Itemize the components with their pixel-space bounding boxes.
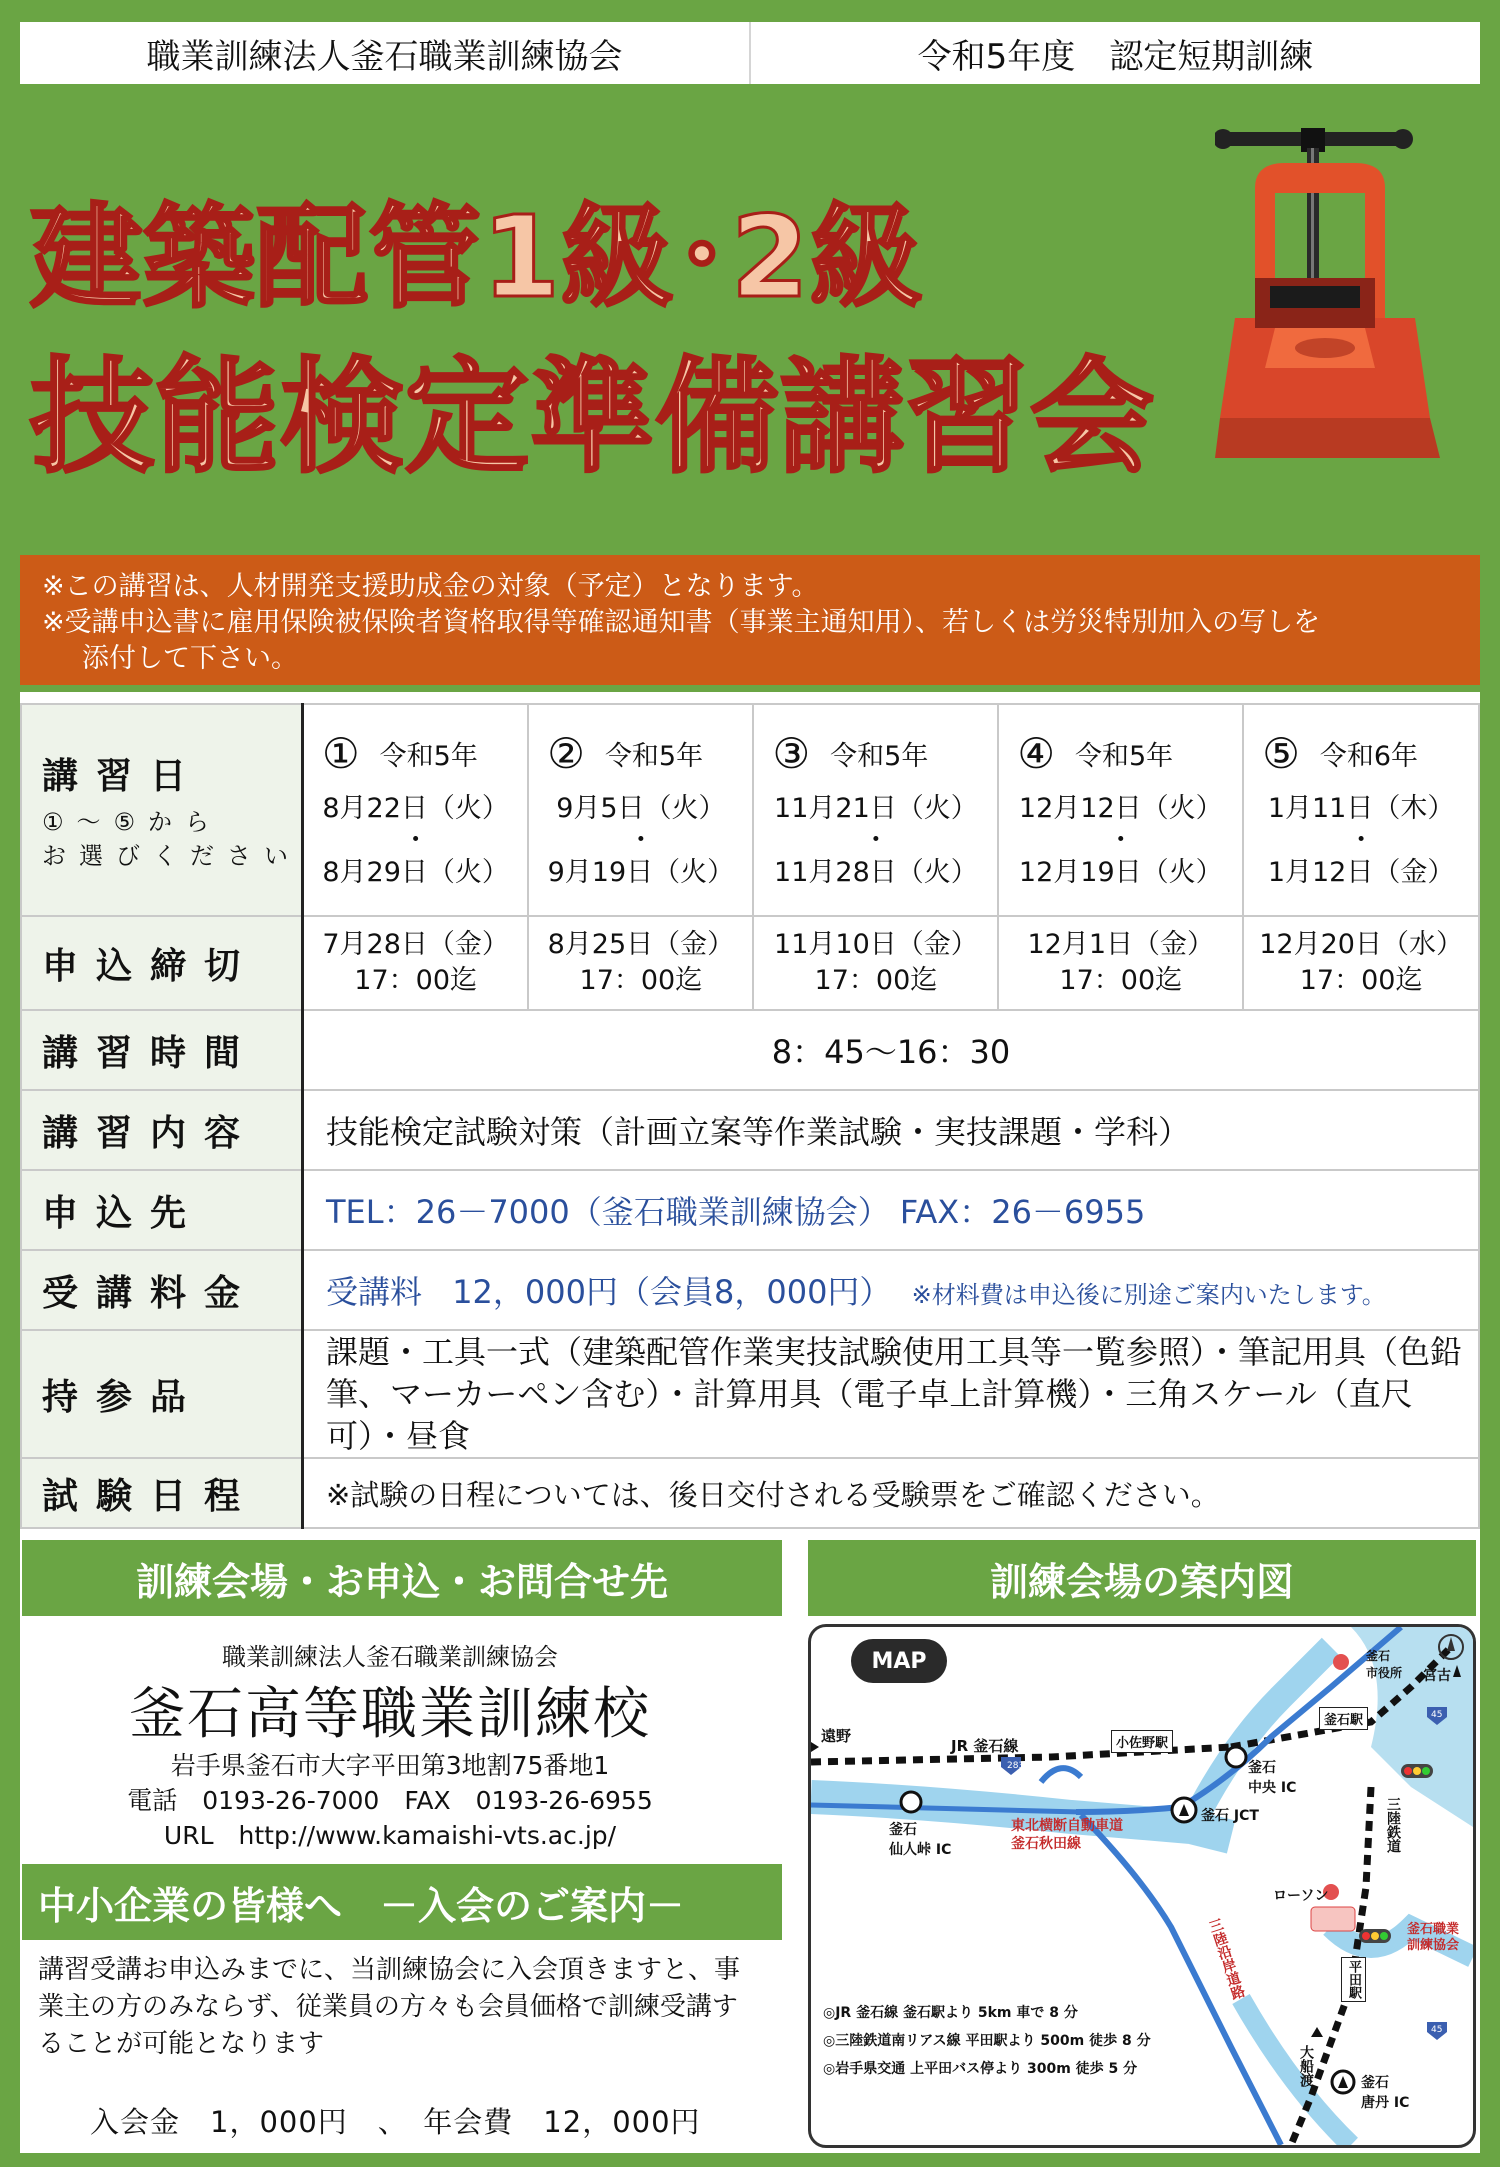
map-label-jr-line: JR 釜石線 [951, 1737, 1019, 1755]
table-row-schedule [21, 704, 1479, 916]
session-start: 12月12日（火） [1018, 792, 1223, 824]
session-end: 8月29日（火） [322, 856, 509, 888]
deadline-4 [998, 916, 1243, 1010]
deadline-date: 11月10日（金） [774, 929, 978, 960]
venue-url[interactable]: URL http://www.kamaishi-vts.ac.jp/ [163, 1821, 617, 1850]
deadline-2 [528, 916, 753, 1010]
time-label: 講習時間 [21, 1010, 303, 1090]
map-label-sanriku: 三陸鉄道 [1385, 1797, 1401, 1853]
session-separator: ・ [402, 824, 430, 856]
exam-value: ※試験の日程については、後日交付される受験票をご確認ください。 [303, 1458, 1480, 1528]
fee-cell [303, 1250, 1480, 1330]
venue-school: 釜石高等職業訓練校 [129, 1682, 651, 1747]
apply-value: TEL：26－7000（釜石職業訓練協会） FAX：26－6955 [303, 1170, 1480, 1250]
session-number: ⑤ [1262, 728, 1300, 778]
session-separator: ・ [1347, 824, 1375, 856]
deadline-date: 8月25日（金） [547, 929, 735, 960]
course-details-table [20, 703, 1480, 1529]
program-type: 令和5年度 認定短期訓練 [917, 36, 1314, 77]
access-map [808, 1624, 1476, 2148]
items-value: 課題・工具一式（建築配管作業実技試験使用工具等一覧参照）・筆記用具（色鉛筆、マーカーペン含む）・計算用具（電子卓上計算機）・三角スケール（直尺可）・昼食 [303, 1330, 1480, 1458]
session-end: 11月28日（火） [774, 856, 978, 888]
session-separator: ・ [862, 824, 890, 856]
table-row-items [21, 1330, 1479, 1458]
notice-line-2: ※受講申込書に雇用保険被保険者資格取得等確認通知書（事業主通知用）、若しくは労災特別加入の写しを [42, 607, 1321, 638]
session-end: 12月19日（火） [1018, 856, 1223, 888]
items-label: 持参品 [21, 1330, 303, 1458]
session-year: 令和5年 [379, 740, 478, 772]
session-start: 1月11日（木） [1267, 792, 1455, 824]
session-start: 8月22日（火） [322, 792, 509, 824]
pipe-vise-image [1215, 118, 1500, 478]
content-value: 技能検定試験対策（計画立案等作業試験・実技課題・学科） [303, 1090, 1480, 1170]
deadline-time: 17：00迄 [1059, 965, 1183, 996]
map-label-miyako: 宮古 [1423, 1668, 1451, 1684]
map-label-kosano: 小佐野駅 [1111, 1730, 1173, 1753]
schedule-label-cell [21, 704, 303, 916]
access-item: ◎JR 釜石線 釜石駅より 5km 車で 8 分 [823, 2005, 1078, 2021]
table-row-time [21, 1010, 1479, 1090]
session-year: 令和6年 [1319, 740, 1419, 772]
time-value: 8：45～16：30 [303, 1010, 1480, 1090]
deadline-time: 17：00迄 [354, 965, 477, 996]
exam-label: 試験日程 [21, 1458, 303, 1528]
session-number: ① [322, 728, 360, 778]
content-label: 講習内容 [21, 1090, 303, 1170]
access-item: ◎岩手県交通 上平田バス停より 300m 徒歩 5 分 [823, 2061, 1138, 2077]
table-row-fee [21, 1250, 1479, 1330]
deadline-time: 17：00迄 [579, 965, 703, 996]
map-label-lawson: ローソン [1273, 1888, 1329, 1904]
map-label-sanriku-expressway: 三陸沿岸道路 [1205, 1916, 1247, 2002]
session-year: 令和5年 [830, 740, 929, 772]
deadline-date: 7月28日（金） [322, 929, 509, 960]
venue-org: 職業訓練法人釜石職業訓練協会 [222, 1643, 558, 1671]
session-4 [998, 704, 1243, 916]
deadline-date: 12月20日（水） [1259, 929, 1463, 960]
apply-label: 申込先 [21, 1170, 303, 1250]
right-border [1480, 692, 1500, 2167]
header-bar [20, 22, 1480, 84]
map-badge: MAP [851, 1639, 947, 1683]
membership-heading: 中小企業の皆様へ －入会のご案内－ [22, 1864, 782, 1940]
deadline-3 [753, 916, 998, 1010]
venue-heading: 訓練会場・お申込・お問合せ先 [22, 1540, 782, 1616]
title-line-1: 建築配管1級･2級 [30, 193, 923, 323]
session-number: ③ [772, 728, 811, 778]
session-2 [528, 704, 753, 916]
session-separator: ・ [1107, 824, 1135, 856]
map-heading: 訓練会場の案内図 [808, 1540, 1476, 1616]
session-number: ④ [1017, 728, 1055, 778]
schedule-sublabel-2: お選びください [42, 841, 301, 870]
session-year: 令和5年 [604, 740, 704, 772]
map-label-ofunato: 大船渡 [1298, 2045, 1314, 2087]
deadline-time: 17：00迄 [814, 965, 938, 996]
venue-contact [30, 1748, 750, 1853]
deadline-date: 12月1日（金） [1027, 929, 1215, 960]
schedule-label: 講習日 [42, 755, 205, 797]
membership-fees: 入会金 1，000円 、 年会費 12，000円 [90, 2105, 701, 2139]
table-row-exam [21, 1458, 1479, 1528]
venue-phone: 電話 0193-26-7000 FAX 0193-26-6955 [127, 1786, 653, 1815]
session-5 [1243, 704, 1479, 916]
deadline-5 [1243, 916, 1479, 1010]
session-3 [753, 704, 998, 916]
bottom-border [0, 2153, 1500, 2167]
table-row-deadline [21, 916, 1479, 1010]
map-label-karamaru: 釜石 唐丹 IC [1361, 2075, 1410, 2111]
access-info [823, 1999, 1151, 2083]
session-start: 11月21日（火） [774, 792, 978, 824]
session-1 [303, 704, 529, 916]
organization-name: 職業訓練法人釜石職業訓練協会 [20, 22, 751, 84]
map-label-cityhall: 釜石 市役所 [1366, 1649, 1403, 1680]
deadline-label: 申込締切 [21, 916, 303, 1010]
table-row-content [21, 1090, 1479, 1170]
session-separator: ・ [627, 824, 655, 856]
map-label-kamaishi-station: 釜石駅 [1319, 1707, 1368, 1730]
map-label-hirata: 平田駅 [1341, 1957, 1366, 2002]
access-item: ◎三陸鉄道南リアス線 平田駅より 500m 徒歩 8 分 [823, 2033, 1151, 2049]
fee-note: ※材料費は申込後に別途ご案内いたします。 [911, 1281, 1386, 1309]
table-row-apply [21, 1170, 1479, 1250]
membership-text: 講習受講お申込みまでに、当訓練協会に入会頂きますと、事業主の方のみならず、従業員の方々も会員価格で訓練受講することが可能となります [38, 1955, 741, 2059]
map-label-jct: 釜石 JCT [1201, 1808, 1259, 1824]
fee-label: 受講料金 [21, 1250, 303, 1330]
route-45-south: 45 [1431, 2025, 1443, 2035]
title-line-2: 技能検定準備講習会 [30, 346, 1156, 490]
deadline-1 [303, 916, 529, 1010]
session-end: 1月12日（金） [1267, 856, 1455, 888]
route-45-north: 45 [1431, 1710, 1443, 1720]
left-border [0, 692, 20, 2167]
map-label-association: 釜石職業 訓練協会 [1407, 1922, 1460, 1953]
route-283: 283 [1007, 1761, 1025, 1771]
schedule-sublabel-1: ①～⑤から [42, 807, 223, 836]
fee-prefix: 受講料 [326, 1273, 423, 1311]
fee-value: 12，000円（会員8，000円） [452, 1273, 892, 1311]
map-label-toono: 遠野 [821, 1727, 852, 1745]
session-end: 9月19日（火） [547, 856, 735, 888]
session-year: 令和5年 [1075, 740, 1174, 772]
venue-address: 岩手県釜石市大字平田第3地割75番地1 [170, 1751, 610, 1780]
map-label-expressway: 東北横断自動車道 釜石秋田線 [1011, 1818, 1123, 1852]
notice-line-3: 添付して下さい。 [82, 643, 298, 674]
session-start: 9月5日（火） [556, 792, 726, 824]
deadline-time: 17：00迄 [1299, 965, 1423, 996]
notice-box [20, 555, 1480, 685]
map-label-chuo-ic: 釜石 中央 IC [1248, 1760, 1297, 1796]
notice-line-1: ※この講習は、人材開発支援助成金の対象（予定）となります。 [42, 571, 819, 602]
map-label-sennin: 釜石 仙人峠 IC [889, 1822, 952, 1858]
session-number: ② [547, 728, 585, 778]
